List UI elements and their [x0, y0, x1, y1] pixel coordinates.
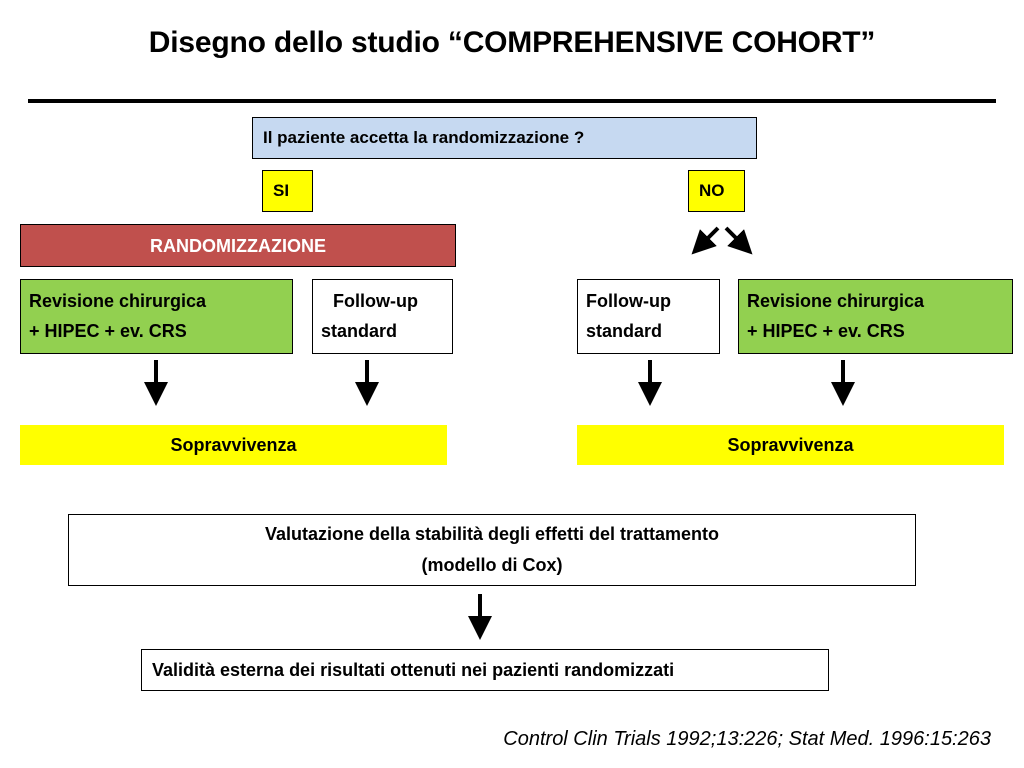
- right-surgery-line-2: + HIPEC + ev. CRS: [747, 321, 905, 341]
- randomization-box: RANDOMIZZAZIONE: [20, 224, 456, 267]
- right-followup-line-1: Follow-up: [586, 291, 671, 311]
- yes-box: SI: [262, 170, 313, 212]
- left-followup-line-2: standard: [321, 321, 398, 341]
- left-surgery-line-2: + HIPEC + ev. CRS: [29, 321, 187, 341]
- right-followup-line-2: standard: [586, 321, 663, 341]
- right-surgery-line-1: Revisione chirurgica: [747, 291, 925, 311]
- left-survival-box: Sopravvivenza: [20, 425, 447, 465]
- left-surgery-line-1: Revisione chirurgica: [29, 291, 207, 311]
- arrow-split-right: [726, 228, 744, 246]
- left-followup-line-1: Follow-up: [333, 291, 418, 311]
- cox-line-2: (modello di Cox): [421, 555, 563, 575]
- cox-line-1: Valutazione della stabilità degli effetti del trattamento: [264, 524, 720, 544]
- no-box: NO: [688, 170, 745, 212]
- external-validity-box: Validità esterna dei risultati ottenuti nei pazienti randomizzati: [141, 649, 829, 691]
- arrow-split-left: [700, 228, 718, 246]
- citation: Control Clin Trials 1992;13:226; Stat Med. 1996:15:263: [503, 728, 991, 750]
- right-survival-box: Sopravvivenza: [577, 425, 1004, 465]
- slide-title: Disegno dello studio “COMPREHENSIVE COHORT”: [148, 26, 876, 59]
- randomization-question-box: Il paziente accetta la randomizzazione ?: [252, 117, 757, 159]
